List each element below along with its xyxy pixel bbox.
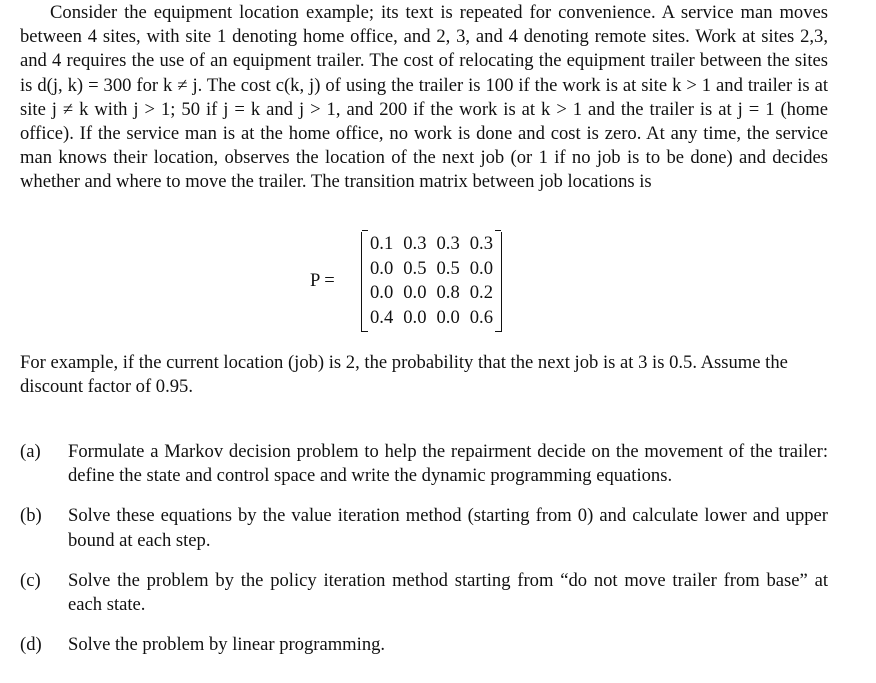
matrix-cell: 0.5 (436, 257, 460, 279)
part-text: Formulate a Markov decision problem to help the repairment decide on the movement of the trailer: define the state and control space and write the dynamic programming equations. (68, 441, 828, 487)
matrix-cell: 0.8 (436, 282, 460, 303)
matrix-cell: 0.0 (403, 282, 427, 303)
part-text: Solve the problem by the policy iteration method starting from “do not move trailer from base” at each state. (68, 569, 828, 616)
matrix-cell: 0.3 (403, 233, 427, 254)
matrix-cell: 0.5 (403, 257, 427, 279)
part-text: Solve the problem by linear programming. (68, 634, 386, 656)
matrix-row-2 (365, 257, 498, 282)
part-label: (c) (20, 569, 41, 591)
matrix-label: P = (310, 270, 335, 291)
matrix-cell: 0.0 (403, 306, 427, 328)
part-a (20, 440, 828, 488)
intro-paragraph (20, 1, 828, 195)
matrix-row-3 (365, 281, 498, 306)
part-label: (a) (20, 441, 41, 462)
matrix-cell: 0.3 (469, 233, 493, 254)
matrix-table (365, 232, 498, 330)
matrix-cell: 0.0 (469, 257, 493, 279)
matrix-cell: 0.1 (370, 233, 394, 254)
matrix-cell: 0.4 (370, 306, 394, 328)
question-parts (20, 440, 828, 657)
part-b (20, 504, 828, 552)
example-paragraph: For example, if the current location (job) is 2, the probability that the next job is at 3 is 0.5. Assume the discount factor of 0.95. (20, 352, 788, 398)
part-label: (d) (20, 634, 42, 656)
matrix-cell: 0.3 (436, 233, 460, 254)
part-d (20, 633, 828, 657)
matrix-cell: 0.0 (370, 282, 394, 303)
matrix-cell: 0.0 (370, 257, 394, 279)
matrix-cell: 0.0 (436, 306, 460, 328)
transition-matrix (361, 232, 502, 332)
intro-text: Consider the equipment location example; its text is repeated for convenience. A service man moves between 4 sites, with site 1 denoting home office, and 2, 3, and 4 denoting remote sites. Work at sites 2,3, and 4 requires the use of an equipment trailer. The cost of relocating the equipment trailer between the sites is d(j, k) = 300 for k ≠ j. The cost c(k, j) of using the trailer is 100 if the work is at site k > 1 and trailer is at site j ≠ k with j > 1; 50 if j = k and j > 1, and 200 if the work is at k > 1 and the trailer is at j = 1 (home office). If the service man is at the home office, no work is done and cost is zero. At any time, the service man knows their location, observes the location of the next job (or 1 if no job is to be done) and decides whether and where to move the trailer. The transition matrix between job locations is (20, 2, 828, 193)
matrix-row-4 (365, 306, 498, 331)
matrix-cell: 0.6 (469, 306, 493, 328)
matrix-cell: 0.2 (469, 282, 493, 303)
part-c (20, 569, 828, 617)
part-text: Solve these equations by the value iteration method (starting from 0) and calculate lower and upper bound at each step. (68, 505, 828, 551)
part-label: (b) (20, 505, 42, 527)
matrix-row-1 (365, 232, 498, 257)
